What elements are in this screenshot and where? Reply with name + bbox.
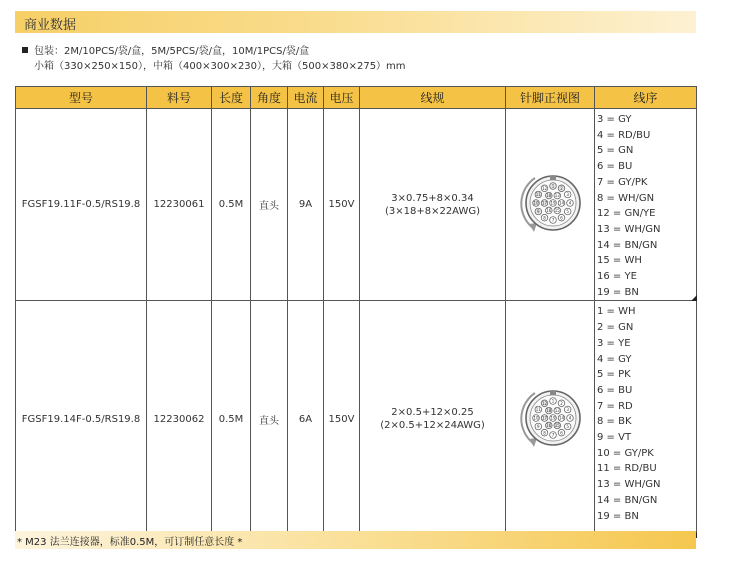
wire-item: 15 = WH (597, 255, 642, 267)
svg-text:1: 1 (551, 183, 555, 189)
wire-item: 2 = GN (597, 322, 634, 334)
svg-text:19: 19 (550, 415, 556, 421)
svg-text:14: 14 (558, 200, 565, 206)
wire-item: 7 = RD (597, 400, 633, 412)
cell-part-no: 12230062 (147, 301, 212, 538)
cell-pinout (506, 301, 595, 538)
header-part-no: 料号 (147, 87, 212, 109)
cell-wiring (595, 109, 697, 301)
cell-model: FGSF19.11F-0.5/RS19.8 (16, 109, 147, 301)
svg-text:3: 3 (566, 192, 569, 198)
svg-text:16: 16 (546, 422, 552, 428)
table-row (16, 301, 697, 538)
section-header (15, 11, 696, 33)
wire-item: 13 = WH/GN (597, 479, 661, 491)
wire-item: 16 = YE (597, 271, 637, 283)
wiring-list (597, 301, 696, 524)
wire-item: 3 = YE (597, 337, 631, 349)
cell-angle: 直头 (251, 301, 288, 538)
spec-table (15, 86, 697, 538)
cell-current: 6A (288, 301, 324, 538)
cell-model: FGSF19.14F-0.5/RS19.8 (16, 301, 147, 538)
svg-text:7: 7 (551, 432, 555, 438)
svg-text:6: 6 (560, 215, 563, 221)
svg-text:14: 14 (558, 415, 565, 421)
svg-text:9: 9 (537, 424, 540, 430)
bullet-square-icon (22, 47, 28, 53)
wire-item: 8 = BK (597, 416, 632, 428)
wire-item: 5 = GN (597, 145, 634, 157)
svg-text:13: 13 (554, 408, 560, 414)
header-pinout: 针脚正视图 (506, 87, 595, 109)
packaging-info (22, 44, 406, 74)
wire-item: 3 = GY (597, 114, 632, 125)
svg-text:10: 10 (533, 200, 539, 206)
connector-pin-face-19-icon (513, 166, 587, 240)
header-current: 电流 (288, 87, 324, 109)
wire-item: 19 = BN (597, 286, 639, 298)
svg-text:16: 16 (546, 208, 552, 214)
table-row (16, 109, 697, 301)
section-title: 商业数据 (24, 18, 77, 33)
cell-angle: 直头 (251, 109, 288, 301)
header-voltage: 电压 (324, 87, 360, 109)
cell-part-no: 12230061 (147, 109, 212, 301)
svg-text:8: 8 (543, 215, 546, 221)
cell-current: 9A (288, 109, 324, 301)
wire-item: 19 = BN (597, 510, 639, 522)
svg-text:18: 18 (546, 408, 552, 414)
svg-text:3: 3 (566, 407, 569, 413)
svg-text:17: 17 (541, 415, 548, 421)
cell-wiring (595, 301, 697, 538)
svg-text:15: 15 (554, 422, 560, 428)
svg-text:6: 6 (560, 430, 563, 436)
svg-text:9: 9 (537, 209, 540, 215)
wire-item: 9 = VT (597, 432, 632, 444)
svg-text:2: 2 (560, 186, 563, 192)
svg-text:12: 12 (541, 186, 548, 192)
footer-note: * M23 法兰连接器，标准0.5M，可订制任意长度 * (17, 537, 243, 548)
svg-text:10: 10 (533, 415, 539, 421)
cell-gauge (360, 301, 506, 538)
wire-item: 13 = WH/GN (597, 223, 661, 235)
wire-item: 1 = WH (597, 306, 636, 318)
packaging-line-1: 包装：2M/10PCS/袋/盒，5M/5PCS/袋/盒，10M/1PCS/袋/盒 (34, 46, 310, 57)
svg-text:12: 12 (541, 400, 548, 406)
wire-item: 5 = PK (597, 369, 631, 381)
svg-text:7: 7 (551, 217, 555, 223)
wire-item: 7 = GY/PK (597, 176, 648, 188)
wire-item: 6 = BU (597, 161, 633, 173)
wire-item: 4 = GY (597, 353, 632, 365)
connector-pin-face-19-icon (513, 381, 587, 455)
cell-length: 0.5M (212, 301, 251, 538)
table-header-row (16, 87, 697, 109)
svg-text:17: 17 (541, 200, 548, 206)
wire-item: 10 = GY/PK (597, 447, 654, 459)
gauge-awg: (2×0.5+12×24AWG) (380, 420, 485, 432)
svg-text:15: 15 (554, 208, 560, 214)
gauge-metric: 2×0.5+12×0.25 (391, 407, 474, 419)
svg-text:13: 13 (554, 193, 560, 199)
wire-item: 4 = RD/BU (597, 129, 651, 141)
wiring-list (597, 109, 696, 300)
header-length: 长度 (212, 87, 251, 109)
svg-text:19: 19 (550, 200, 556, 206)
svg-text:4: 4 (568, 200, 572, 206)
cell-voltage: 150V (324, 109, 360, 301)
header-model: 型号 (16, 87, 147, 109)
wire-item: 14 = BN/GN (597, 239, 658, 251)
header-gauge: 线规 (360, 87, 506, 109)
gauge-metric: 3×0.75+8×0.34 (391, 192, 474, 204)
wire-item: 6 = BU (597, 384, 633, 396)
cell-pinout (506, 109, 595, 301)
wire-item: 11 = RD/BU (597, 463, 657, 475)
svg-text:4: 4 (568, 415, 572, 421)
svg-text:5: 5 (566, 209, 569, 215)
svg-text:1: 1 (551, 398, 555, 404)
gauge-awg: (3×18+8×22AWG) (384, 205, 481, 217)
svg-text:8: 8 (543, 430, 546, 436)
footer-note-bar (15, 531, 696, 549)
packaging-line-2: 小箱（330×250×150），中箱（400×300×230），大箱（500×380×275）mm (34, 61, 406, 72)
svg-text:11: 11 (535, 407, 541, 413)
cell-voltage: 150V (324, 301, 360, 538)
header-angle: 角度 (251, 87, 288, 109)
svg-text:11: 11 (535, 192, 541, 198)
header-wiring: 线序 (595, 87, 697, 109)
cell-gauge (360, 109, 506, 301)
cell-length: 0.5M (212, 109, 251, 301)
svg-text:5: 5 (566, 424, 569, 430)
wire-item: 8 = WH/GN (597, 192, 655, 204)
wire-item: 12 = GN/YE (597, 208, 656, 220)
svg-text:18: 18 (546, 193, 552, 199)
svg-text:2: 2 (560, 400, 563, 406)
wire-item: 14 = BN/GN (597, 494, 658, 506)
